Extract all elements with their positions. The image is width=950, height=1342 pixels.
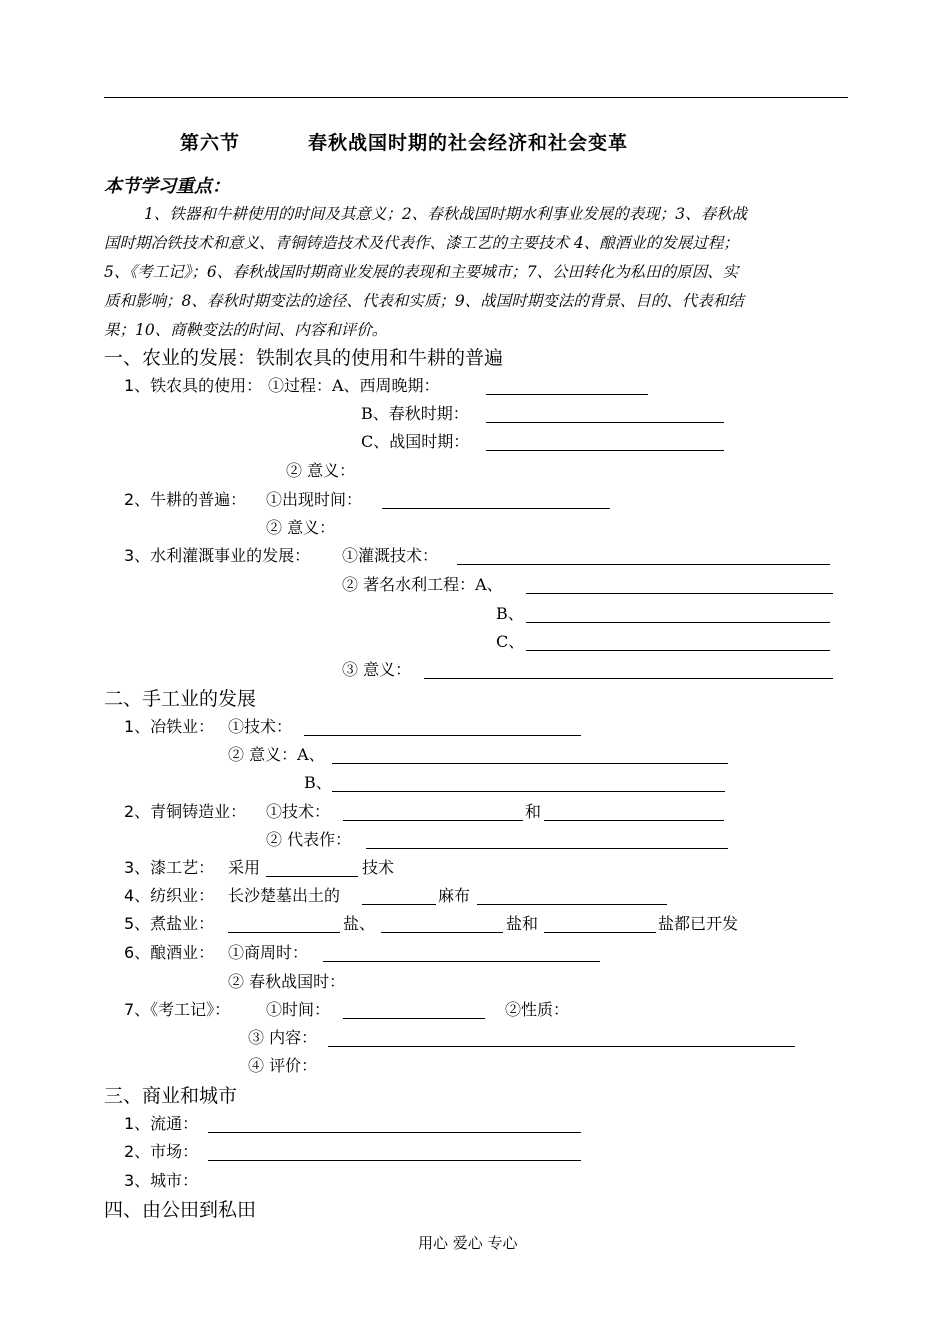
blank-line[interactable]: [544, 820, 724, 821]
item-label: 7、《考工记》：: [124, 1000, 231, 1019]
page-title: 春秋战国时期的社会经济和社会变革: [308, 132, 629, 154]
blank-line[interactable]: [486, 422, 724, 423]
item-sub: ③ 意义：: [342, 660, 412, 679]
section-heading-handicraft: 二、手工业的发展: [104, 688, 257, 710]
item-label: 1、铁农具的使用：: [124, 376, 263, 395]
section-heading-commerce: 三、商业和城市: [104, 1085, 238, 1107]
blank-line[interactable]: [328, 1046, 795, 1047]
item-sub: ③ 内容：: [248, 1028, 318, 1047]
key-points-line: 1、铁器和牛耕使用的时间及其意义；2、春秋战国时期水利事业发展的表现；3、春秋战: [144, 205, 748, 223]
blank-line[interactable]: [526, 622, 830, 623]
item-sub: ② 意义：: [286, 461, 356, 480]
item-label: 1、流通：: [124, 1114, 199, 1133]
blank-line[interactable]: [343, 1018, 485, 1019]
item-text: 技术: [362, 858, 395, 877]
item-label: 6、酿酒业：: [124, 943, 215, 962]
item-sub: B、春秋时期：: [361, 404, 469, 423]
key-points-line: 果；10、商鞅变法的时间、内容和评价。: [104, 321, 388, 339]
item-label: 2、市场：: [124, 1142, 199, 1161]
item-text: 盐和: [506, 914, 539, 933]
item-sub: ①技术：: [266, 802, 331, 821]
item-sub: ② 著名水利工程：A、: [342, 575, 503, 594]
item-label: 5、煮盐业：: [124, 914, 215, 933]
item-label: 3、水利灌溉事业的发展：: [124, 546, 311, 565]
key-points-line: 国时期冶铁技术和意义、青铜铸造技术及代表作、漆工艺的主要技术 4、酿酒业的发展过程；: [104, 234, 739, 252]
section-heading-land: 四、由公田到私田: [104, 1199, 257, 1221]
item-label: 3、漆工艺：: [124, 858, 215, 877]
blank-line[interactable]: [208, 1160, 581, 1161]
key-points-line: 质和影响；8、春秋时期变法的途径、代表和实质；9、战国时期变法的背景、目的、代表和结: [104, 292, 744, 310]
item-label: 2、牛耕的普遍：: [124, 490, 247, 509]
item-text: 麻布: [438, 886, 471, 905]
item-text: 盐、: [343, 914, 376, 933]
item-sub: ①过程：A、西周晚期：: [268, 376, 440, 395]
blank-line[interactable]: [266, 876, 358, 877]
item-label: 4、纺织业：: [124, 886, 215, 905]
blank-line[interactable]: [332, 763, 728, 764]
item-label: 2、青铜铸造业：: [124, 802, 247, 821]
item-label: 3、城市：: [124, 1171, 199, 1190]
section-heading-agriculture: 一、农业的发展：铁制农具的使用和牛耕的普遍: [104, 347, 504, 369]
item-sub: ①技术：: [228, 717, 293, 736]
item-text: 盐都已开发: [658, 914, 739, 933]
blank-line[interactable]: [366, 848, 728, 849]
footer-text: 用心 爱心 专心: [418, 1234, 518, 1252]
item-sub: ②性质：: [505, 1000, 570, 1019]
section-number: 第六节: [180, 132, 241, 154]
item-sub: C、战国时期：: [361, 432, 470, 451]
key-points-line: 5、《考工记》；6、春秋战国时期商业发展的表现和主要城市；7、公田转化为私田的原因、实: [104, 263, 739, 281]
blank-line[interactable]: [486, 394, 648, 395]
blank-line[interactable]: [424, 678, 833, 679]
blank-line[interactable]: [526, 593, 833, 594]
item-sub: B、: [496, 604, 524, 623]
blank-line[interactable]: [304, 735, 581, 736]
key-points-heading: 本节学习重点：: [104, 176, 230, 197]
item-sub: ④ 评价：: [248, 1056, 318, 1075]
item-sub: ①商周时：: [228, 943, 309, 962]
blank-line[interactable]: [477, 904, 667, 905]
item-sub: ①出现时间：: [266, 490, 363, 509]
blank-line[interactable]: [332, 791, 725, 792]
item-sub: ② 春秋战国时：: [228, 972, 346, 991]
blank-line[interactable]: [382, 508, 610, 509]
item-sub: ② 意义：A、: [228, 745, 325, 764]
item-sub: ② 意义：: [266, 518, 336, 537]
header-rule: [104, 97, 848, 98]
item-sub: B、: [304, 773, 332, 792]
blank-line[interactable]: [208, 1132, 581, 1133]
item-label: 1、冶铁业：: [124, 717, 215, 736]
blank-line[interactable]: [544, 932, 656, 933]
item-sub: C、: [496, 632, 525, 651]
item-text: 采用: [228, 858, 261, 877]
blank-line[interactable]: [343, 820, 523, 821]
item-sub: ② 代表作：: [266, 830, 352, 849]
blank-line[interactable]: [362, 904, 436, 905]
blank-line[interactable]: [526, 650, 830, 651]
blank-line[interactable]: [323, 961, 600, 962]
blank-line[interactable]: [228, 932, 340, 933]
blank-line[interactable]: [486, 450, 724, 451]
blank-line[interactable]: [457, 564, 830, 565]
item-sub: ①灌溉技术：: [342, 546, 439, 565]
blank-line[interactable]: [381, 932, 503, 933]
conjunction: 和: [525, 802, 542, 821]
item-sub: ①时间：: [266, 1000, 331, 1019]
item-text: 长沙楚墓出土的: [228, 886, 341, 905]
